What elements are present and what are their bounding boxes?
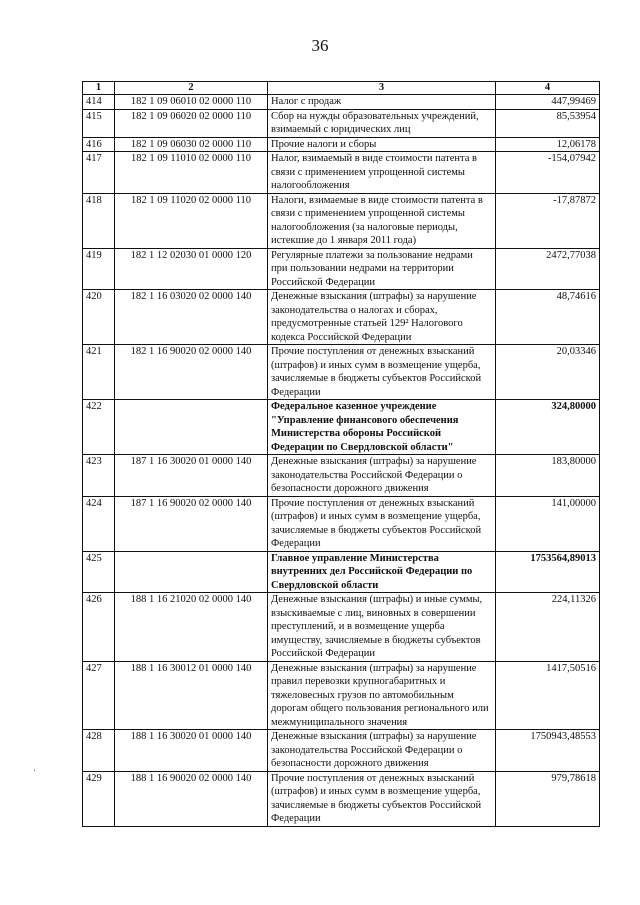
- budget-code: 182 1 16 90020 02 0000 140: [115, 345, 268, 400]
- row-number: 420: [83, 290, 115, 345]
- row-description: Главное управление Министерства внутренних дел Российской Федерации по Свердловской области: [268, 551, 496, 593]
- row-amount: 141,00000: [496, 496, 600, 551]
- row-number: 428: [83, 730, 115, 772]
- row-number: 419: [83, 248, 115, 290]
- budget-code: 188 1 16 21020 02 0000 140: [115, 593, 268, 662]
- budget-code: [115, 551, 268, 593]
- budget-code: 182 1 09 06030 02 0000 110: [115, 137, 268, 152]
- budget-code: 182 1 09 06010 02 0000 110: [115, 95, 268, 110]
- row-number: 424: [83, 496, 115, 551]
- column-header-4: 4: [496, 82, 600, 95]
- row-description: Прочие поступления от денежных взысканий (штрафов) и иных сумм в возмещение ущерба, зачисляемые в бюджеты субъектов Российской Федерации: [268, 771, 496, 826]
- row-amount: 48,74616: [496, 290, 600, 345]
- budget-code: 188 1 16 30012 01 0000 140: [115, 661, 268, 730]
- row-description: Налог, взимаемый в виде стоимости патента в связи с применением упрощенной системы налогообложения: [268, 152, 496, 194]
- column-header-1: 1: [83, 82, 115, 95]
- row-number: 422: [83, 400, 115, 455]
- row-amount: 447,99469: [496, 95, 600, 110]
- table-row: [83, 137, 600, 152]
- table-header-row: [83, 82, 600, 95]
- row-description: Денежные взыскания (штрафы) за нарушение законодательства Российской Федерации о безопасности дорожного движения: [268, 730, 496, 772]
- row-number: 416: [83, 137, 115, 152]
- table-row: [83, 290, 600, 345]
- row-description: Денежные взыскания (штрафы) за нарушение законодательства Российской Федерации о безопасности дорожного движения: [268, 455, 496, 497]
- row-amount: 183,80000: [496, 455, 600, 497]
- row-number: 423: [83, 455, 115, 497]
- row-amount: 12,06178: [496, 137, 600, 152]
- budget-code: 187 1 16 90020 02 0000 140: [115, 496, 268, 551]
- table-body: [83, 95, 600, 827]
- revenue-table: [82, 81, 600, 827]
- row-description: Прочие поступления от денежных взысканий (штрафов) и иных сумм в возмещение ущерба, зачисляемые в бюджеты субъектов Российской Федерации: [268, 496, 496, 551]
- row-description: Денежные взыскания (штрафы) за нарушение законодательства о налогах и сборах, предусмотренные статьей 129² Налогового кодекса Российской Федерации: [268, 290, 496, 345]
- row-number: 427: [83, 661, 115, 730]
- row-amount: 224,11326: [496, 593, 600, 662]
- row-number: 414: [83, 95, 115, 110]
- row-amount: 85,53954: [496, 109, 600, 137]
- row-number: 426: [83, 593, 115, 662]
- table-row: [83, 193, 600, 248]
- table-row: [83, 455, 600, 497]
- table-row: [83, 551, 600, 593]
- budget-code: 182 1 12 02030 01 0000 120: [115, 248, 268, 290]
- column-header-2: 2: [115, 82, 268, 95]
- row-description: Прочие налоги и сборы: [268, 137, 496, 152]
- row-description: Сбор на нужды образовательных учреждений, взимаемый с юридических лиц: [268, 109, 496, 137]
- table-row: [83, 109, 600, 137]
- row-number: 417: [83, 152, 115, 194]
- row-amount: 1417,50516: [496, 661, 600, 730]
- table-row: [83, 345, 600, 400]
- row-amount: -17,87872: [496, 193, 600, 248]
- table-row: [83, 593, 600, 662]
- row-number: 421: [83, 345, 115, 400]
- budget-code: 188 1 16 90020 02 0000 140: [115, 771, 268, 826]
- row-number: 415: [83, 109, 115, 137]
- row-amount: 2472,77038: [496, 248, 600, 290]
- row-number: 425: [83, 551, 115, 593]
- row-description: Налог с продаж: [268, 95, 496, 110]
- margin-mark: ': [34, 768, 36, 777]
- table-row: [83, 95, 600, 110]
- table-row: [83, 771, 600, 826]
- budget-code: 182 1 09 06020 02 0000 110: [115, 109, 268, 137]
- table-row: [83, 496, 600, 551]
- page-number: 36: [311, 36, 329, 55]
- budget-code: 182 1 16 03020 02 0000 140: [115, 290, 268, 345]
- table-row: [83, 400, 600, 455]
- row-description: Федеральное казенное учреждение "Управление финансового обеспечения Министерства обороны Российской Федерации по Свердловской области": [268, 400, 496, 455]
- row-amount: 20,03346: [496, 345, 600, 400]
- row-amount: 324,80000: [496, 400, 600, 455]
- row-description: Регулярные платежи за пользование недрами при пользовании недрами на территории Российской Федерации: [268, 248, 496, 290]
- table-row: [83, 730, 600, 772]
- row-description: Денежные взыскания (штрафы) за нарушение правил перевозки крупногабаритных и тяжеловесных грузов по автомобильным дорогам общего пользования регионального или межмуниципального значения: [268, 661, 496, 730]
- budget-code: [115, 400, 268, 455]
- table-row: [83, 152, 600, 194]
- row-amount: 979,78618: [496, 771, 600, 826]
- row-amount: 1750943,48553: [496, 730, 600, 772]
- budget-code: 187 1 16 30020 01 0000 140: [115, 455, 268, 497]
- table-row: [83, 248, 600, 290]
- row-amount: 1753564,89013: [496, 551, 600, 593]
- row-amount: -154,07942: [496, 152, 600, 194]
- row-description: Прочие поступления от денежных взысканий (штрафов) и иных сумм в возмещение ущерба, зачисляемые в бюджеты субъектов Российской Федерации: [268, 345, 496, 400]
- budget-code: 188 1 16 30020 01 0000 140: [115, 730, 268, 772]
- budget-code: 182 1 09 11020 02 0000 110: [115, 193, 268, 248]
- row-description: Денежные взыскания (штрафы) и иные суммы, взыскиваемые с лиц, виновных в совершении преступлений, и в возмещение ущерба имуществу, зачисляемые в бюджеты субъектов Российской Федерации: [268, 593, 496, 662]
- table-row: [83, 661, 600, 730]
- budget-code: 182 1 09 11010 02 0000 110: [115, 152, 268, 194]
- row-number: 418: [83, 193, 115, 248]
- column-header-3: 3: [268, 82, 496, 95]
- row-description: Налоги, взимаемые в виде стоимости патента в связи с применением упрощенной системы налогообложения (за налоговые периоды, истекшие до 1 января 2011 года): [268, 193, 496, 248]
- row-number: 429: [83, 771, 115, 826]
